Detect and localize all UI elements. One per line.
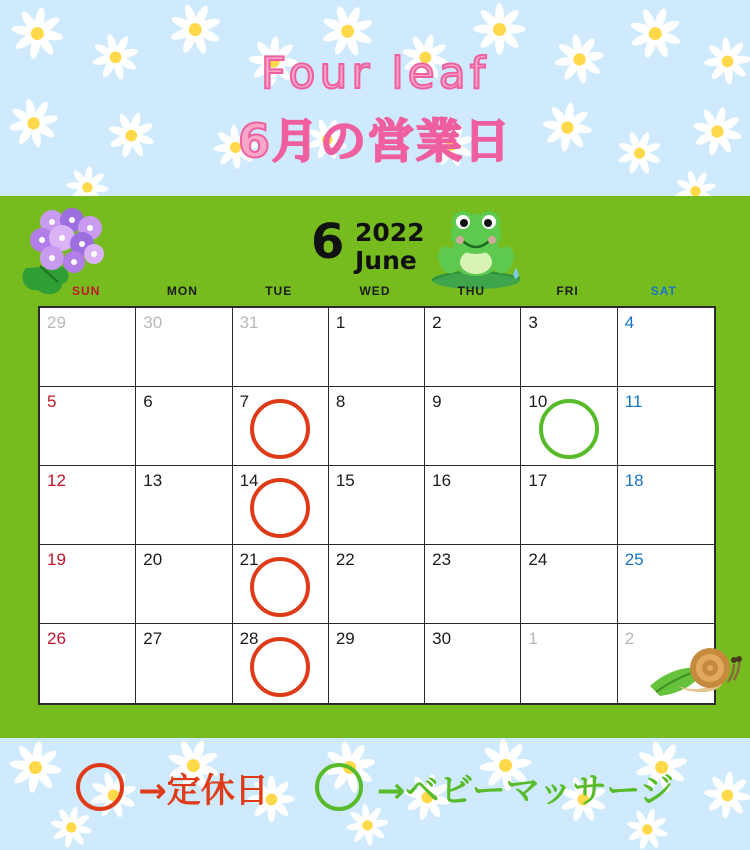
calendar-day-cell[interactable] <box>521 466 617 545</box>
day-number: 11 <box>624 392 643 411</box>
day-number: 23 <box>432 550 452 569</box>
weekday-sun: SUN <box>71 284 101 298</box>
red-circle-mark-icon <box>250 478 310 538</box>
red-circle-mark-icon <box>250 557 310 617</box>
day-number: 10 <box>528 392 548 411</box>
calendar-day-cell[interactable] <box>329 624 425 703</box>
legend <box>0 752 750 822</box>
day-number: 2 <box>432 313 442 332</box>
weekday-mon: MON <box>166 284 198 298</box>
calendar-day-cell[interactable] <box>40 466 136 545</box>
day-number: 29 <box>335 629 355 648</box>
legend-green-ring-icon <box>315 763 363 811</box>
day-number: 28 <box>239 629 259 648</box>
day-number: 21 <box>239 550 259 569</box>
calendar-day-cell[interactable] <box>618 466 714 545</box>
day-number: 9 <box>432 392 442 411</box>
red-circle-mark-icon <box>250 399 310 459</box>
calendar-day-cell[interactable] <box>329 387 425 466</box>
calendar-day-cell[interactable] <box>136 387 232 466</box>
calendar-day-cell[interactable] <box>233 387 329 466</box>
calendar-day-cell[interactable] <box>425 624 521 703</box>
calendar-day-cell[interactable] <box>233 545 329 624</box>
green-circle-mark-icon <box>539 399 599 459</box>
snail-icon <box>648 634 744 706</box>
calendar-day-cell[interactable] <box>425 466 521 545</box>
weekday-sat: SAT <box>650 284 677 298</box>
month-name-english: June <box>355 246 417 275</box>
title-line-english: Four leaf <box>260 48 490 99</box>
calendar-day-cell[interactable] <box>521 308 617 387</box>
day-number: 1 <box>528 629 538 648</box>
calendar-day-cell[interactable] <box>40 387 136 466</box>
weekday-tue: TUE <box>265 284 293 298</box>
poster-title <box>0 48 750 171</box>
frog-icon <box>424 202 528 290</box>
calendar-day-cell[interactable] <box>329 545 425 624</box>
day-number: 27 <box>143 629 163 648</box>
calendar-day-cell[interactable] <box>521 624 617 703</box>
calendar-day-cell[interactable] <box>40 545 136 624</box>
day-number: 18 <box>624 471 644 490</box>
calendar-day-cell[interactable] <box>425 387 521 466</box>
calendar-day-cell[interactable] <box>40 308 136 387</box>
calendar-day-cell[interactable] <box>425 308 521 387</box>
day-number: 30 <box>143 313 163 332</box>
calendar-day-cell[interactable] <box>233 466 329 545</box>
weekday-wed: WED <box>359 284 391 298</box>
calendar-day-cell[interactable] <box>136 308 232 387</box>
title-line-japanese: 6月の営業日 <box>237 114 512 168</box>
day-number: 3 <box>528 313 538 332</box>
day-number: 15 <box>335 471 355 490</box>
calendar-day-cell[interactable] <box>521 545 617 624</box>
calendar-day-cell[interactable] <box>521 387 617 466</box>
day-number: 17 <box>528 471 548 490</box>
calendar-day-cell[interactable] <box>329 308 425 387</box>
calendar-panel <box>0 196 750 738</box>
calendar-day-cell[interactable] <box>618 308 714 387</box>
day-number: 2 <box>624 629 635 648</box>
weekday-thu: THU <box>457 284 486 298</box>
day-number: 7 <box>239 392 250 411</box>
red-circle-mark-icon <box>250 637 310 697</box>
day-number: 19 <box>47 550 66 569</box>
calendar-day-cell[interactable] <box>329 466 425 545</box>
day-number: 6 <box>143 392 153 411</box>
day-number: 29 <box>47 313 66 332</box>
calendar-day-cell[interactable] <box>40 624 136 703</box>
day-number: 12 <box>47 471 66 490</box>
legend-red-label: →定休日 <box>138 770 269 811</box>
day-number: 16 <box>432 471 452 490</box>
day-number: 4 <box>624 313 635 332</box>
day-number: 8 <box>335 392 346 411</box>
day-number: 13 <box>143 471 163 490</box>
weekday-header-row <box>38 284 712 304</box>
legend-green-label: →ベビーマッサージ <box>376 770 674 811</box>
calendar-grid <box>38 306 716 705</box>
day-number: 5 <box>47 392 57 411</box>
day-number: 30 <box>432 629 452 648</box>
month-number: 6 <box>311 214 345 270</box>
day-number: 1 <box>335 313 346 332</box>
year-label: 2022 <box>355 218 425 247</box>
calendar-header <box>0 196 750 292</box>
day-number: 25 <box>624 550 644 569</box>
day-number: 26 <box>47 629 66 648</box>
calendar-day-cell[interactable] <box>136 466 232 545</box>
day-number: 20 <box>143 550 163 569</box>
calendar-day-cell[interactable] <box>233 308 329 387</box>
calendar-day-cell[interactable] <box>233 624 329 703</box>
calendar-day-cell[interactable] <box>425 545 521 624</box>
day-number: 22 <box>335 550 355 569</box>
weekday-fri: FRI <box>556 284 579 298</box>
calendar-day-cell[interactable] <box>618 387 714 466</box>
day-number: 24 <box>528 550 548 569</box>
day-number: 31 <box>239 313 259 332</box>
day-number: 14 <box>239 471 259 490</box>
calendar-day-cell[interactable] <box>136 624 232 703</box>
calendar-day-cell[interactable] <box>618 545 714 624</box>
legend-red-ring-icon <box>76 763 124 811</box>
calendar-day-cell[interactable] <box>136 545 232 624</box>
